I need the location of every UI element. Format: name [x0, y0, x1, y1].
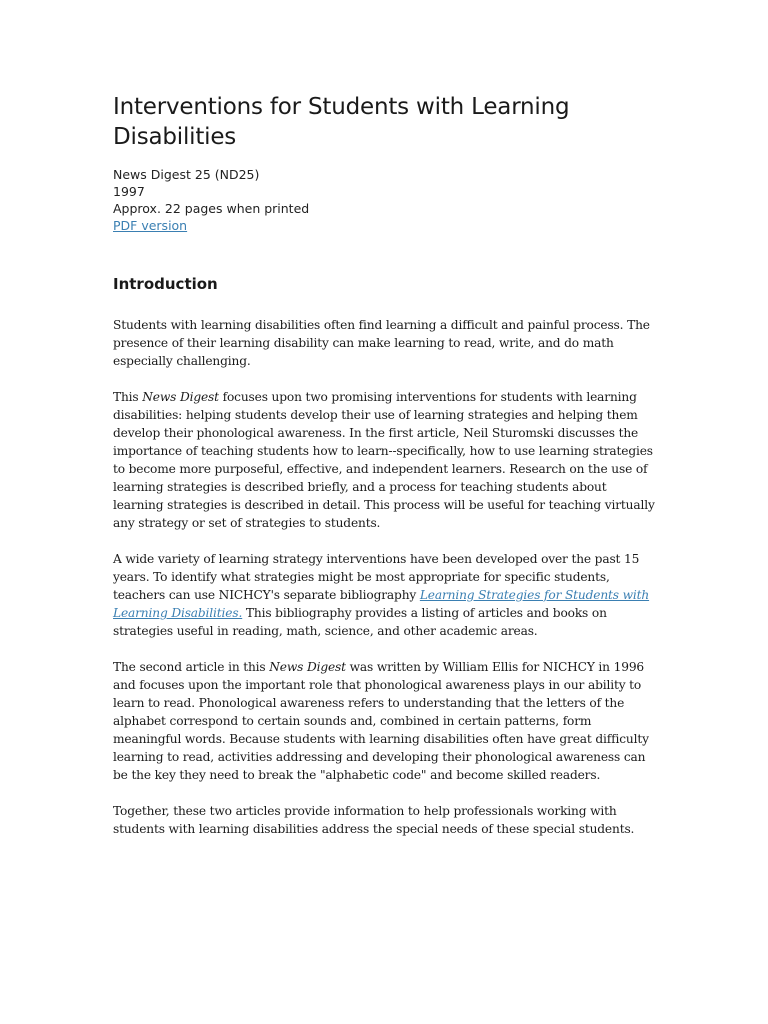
pdf-version-link[interactable]: PDF version — [113, 218, 188, 233]
bibliography-link[interactable]: Learning Strategies for Students with Learning Disabilities. — [113, 588, 650, 620]
paragraph-2-text-a: This — [113, 390, 143, 404]
paragraph-5-text: Together, these two articles provide information to help professionals working with students with learning disabilities address the special needs of these special students. — [113, 804, 635, 836]
paragraph-4-text-b: was written by William Ellis for NICHCY in 1996 and focuses upon the important role that phonological awareness plays in our ability to learn to read. Phonological awareness refers to understanding that the letters of the alphabet correspond to certain sounds and, combined in certain patterns, form meaningful words. Because students with learning disabilities often have great difficulty learning to read, activities addressing and developing their phonological awareness can be the key they need to break the "alphabetic code" and become skilled readers. — [113, 660, 649, 782]
paragraph-3-text-b: This bibliography provides a listing of articles and books on strategies useful in reading, math, science, and other academic areas. — [113, 606, 607, 638]
length-label: Approx. 22 pages when printed — [113, 201, 310, 216]
paragraph-4 — [113, 658, 658, 784]
document-meta — [113, 166, 658, 234]
news-digest-emphasis: News Digest — [269, 660, 346, 674]
year-label: 1997 — [113, 184, 145, 199]
paragraph-3-text-a: A wide variety of learning strategy interventions have been developed over the past 15 years. To identify what strategies might be most appropriate for specific students, teachers can use NICHCY's separate bibliography — [113, 552, 640, 602]
paragraph-3 — [113, 550, 658, 640]
paragraph-2 — [113, 388, 658, 532]
news-digest-emphasis: News Digest — [142, 390, 219, 404]
paragraph-1-text: Students with learning disabilities often find learning a difficult and painful process. The presence of their learning disability can make learning to read, write, and do math especially challenging. — [113, 318, 650, 368]
paragraph-1 — [113, 316, 658, 370]
paragraph-2-text-b: focuses upon two promising interventions for students with learning disabilities: helping students develop their use of learning strategies and helping them develop their phonological awareness. In the first article, Neil Sturomski discusses the importance of teaching students how to learn--specifically, how to use learning strategies to become more purposeful, effective, and independent learners. Research on the use of learning strategies is described briefly, and a process for teaching students about learning strategies is described in detail. This process will be useful for teaching virtually any strategy or set of strategies to students. — [113, 390, 655, 530]
document-page — [113, 92, 658, 838]
paragraph-5 — [113, 802, 658, 838]
section-heading-introduction: Introduction — [113, 275, 218, 293]
series-label: News Digest 25 (ND25) — [113, 167, 260, 182]
page-title: Interventions for Students with Learning Disabilities — [113, 94, 570, 150]
paragraph-4-text-a: The second article in this — [113, 660, 270, 674]
